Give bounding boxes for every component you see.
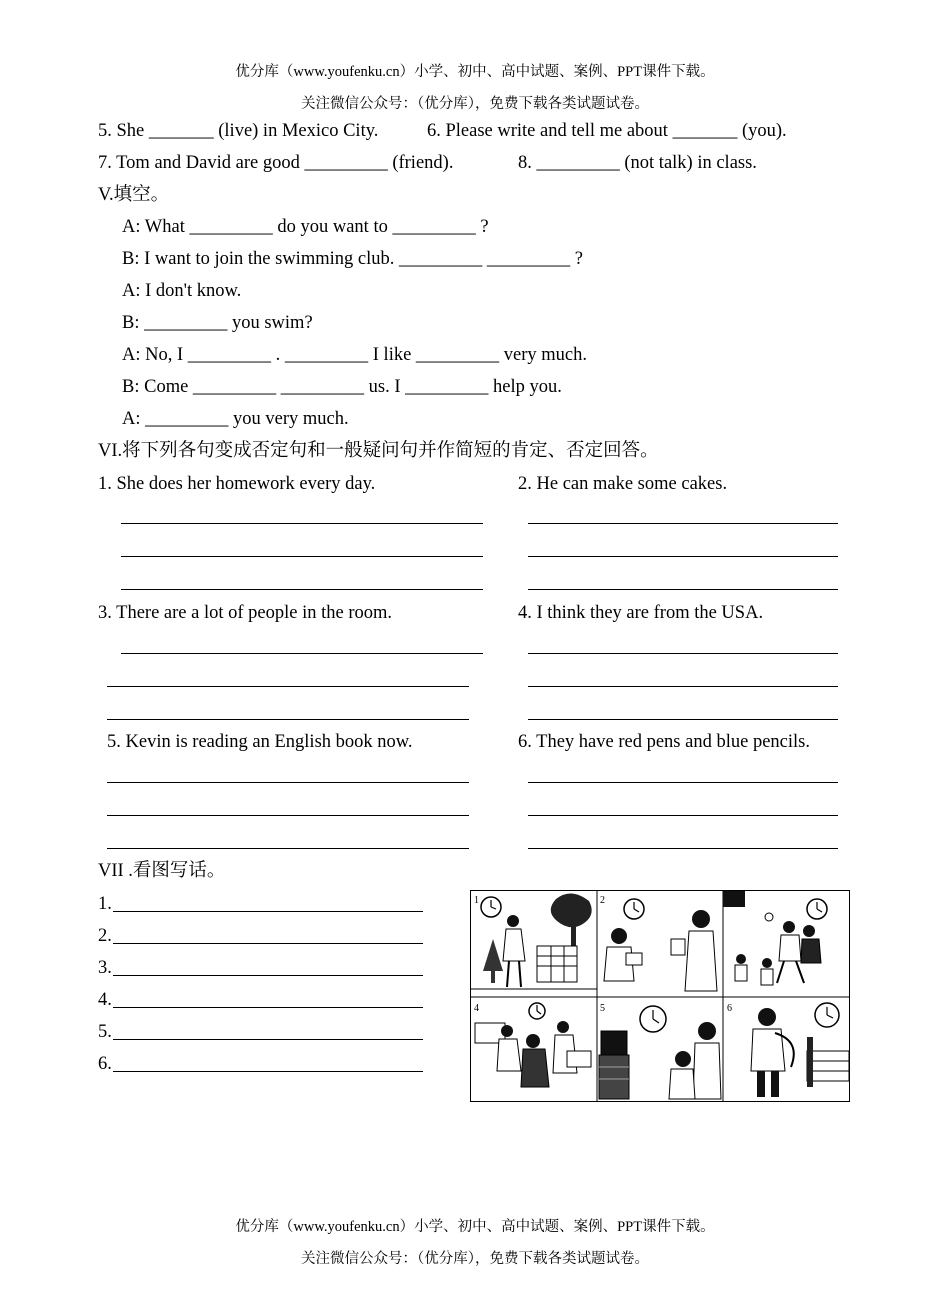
answer-line[interactable]	[528, 782, 838, 783]
girl-icon	[692, 910, 710, 928]
answer-line[interactable]	[121, 589, 483, 590]
answer-line[interactable]	[528, 523, 838, 524]
header-line-2: 关注微信公众号：（优分库），免费下载各类试题试卷。	[301, 96, 649, 112]
footer-line-1: 优分库（www.youfenku.cn）小学、初中、高中试题、案例、PPT课件下载。	[235, 1219, 715, 1235]
answer-line[interactable]	[528, 686, 838, 687]
sentence-item: 5. Kevin is reading an English book now.	[107, 732, 413, 752]
writing-item-number: 4.	[98, 990, 112, 1010]
boy-icon	[611, 928, 627, 944]
dialogue-line: B: I want to join the swimming club. _________ _________ ?	[122, 249, 583, 269]
answer-line[interactable]	[528, 815, 838, 816]
writing-item-number: 2.	[98, 926, 112, 946]
answer-line[interactable]	[121, 556, 483, 557]
player-icon	[736, 954, 746, 964]
panel-3-illustration	[723, 891, 827, 985]
boy-icon	[675, 1051, 691, 1067]
dialogue-line: B: _________ you swim?	[122, 313, 313, 333]
writing-line[interactable]	[113, 911, 423, 912]
answer-line[interactable]	[107, 848, 469, 849]
panel-4-illustration	[474, 1003, 591, 1087]
panel-2-illustration	[600, 895, 717, 991]
girl-icon	[507, 915, 519, 927]
student-icon	[557, 1021, 569, 1033]
writing-item-number: 5.	[98, 1022, 112, 1042]
panel-number: 5	[600, 1003, 605, 1014]
player-icon	[803, 925, 815, 937]
sentence-item: 6. They have red pens and blue pencils.	[518, 732, 810, 752]
section-6-title: VI.将下列各句变成否定句和一般疑问句并作简短的肯定、否定回答。	[98, 441, 659, 461]
section-7-title: VII .看图写话。	[98, 861, 226, 881]
pine-tree-icon	[483, 939, 503, 971]
book-icon	[626, 953, 642, 965]
sentence-item: 3. There are a lot of people in the room.	[98, 603, 393, 623]
writing-item-number: 1.	[98, 894, 112, 914]
dialogue-line: A: What _________ do you want to _________ ?	[122, 217, 489, 237]
building-icon	[537, 946, 577, 982]
dialogue-line: A: _________ you very much.	[122, 409, 349, 429]
answer-line[interactable]	[528, 653, 838, 654]
section-5-title: V.填空。	[98, 185, 170, 205]
book-icon	[671, 939, 685, 955]
boy-icon	[698, 1022, 716, 1040]
answer-line[interactable]	[528, 719, 838, 720]
dialogue-line: A: No, I _________ . _________ I like _________ very much.	[122, 345, 588, 365]
panel-number: 4	[474, 1003, 479, 1014]
writing-line[interactable]	[113, 1039, 423, 1040]
answer-line[interactable]	[107, 815, 469, 816]
answer-line[interactable]	[121, 653, 483, 654]
answer-line[interactable]	[528, 848, 838, 849]
player-icon	[762, 958, 772, 968]
answer-line[interactable]	[528, 556, 838, 557]
answer-line[interactable]	[107, 686, 469, 687]
answer-line[interactable]	[107, 782, 469, 783]
question-4-5: 5. She _______ (live) in Mexico City.	[98, 121, 379, 141]
panel-6-illustration	[727, 1003, 849, 1097]
picture-strip	[470, 890, 850, 1102]
question-4-8: 8. _________ (not talk) in class.	[518, 153, 757, 173]
player-icon	[783, 921, 795, 933]
header-line-1: 优分库（www.youfenku.cn）小学、初中、高中试题、案例、PPT课件下载。	[235, 64, 715, 80]
panel-1-illustration	[471, 893, 597, 989]
desk-icon	[567, 1051, 591, 1067]
answer-line[interactable]	[107, 719, 469, 720]
question-4-6: 6. Please write and tell me about _______ (you).	[427, 121, 787, 141]
sentence-item: 1. She does her homework every day.	[98, 474, 376, 494]
panel-number: 2	[600, 895, 605, 906]
student-icon	[526, 1034, 540, 1048]
answer-line[interactable]	[121, 523, 483, 524]
panel-number: 6	[727, 1003, 732, 1014]
ball-icon	[765, 913, 773, 921]
sentence-item: 2. He can make some cakes.	[518, 474, 728, 494]
writing-item-number: 6.	[98, 1054, 112, 1074]
picture-strip-illustration	[471, 891, 849, 1101]
dialogue-line: B: Come _________ _________ us. I _________ help you.	[122, 377, 562, 397]
panel-number: 1	[474, 895, 479, 906]
writing-line[interactable]	[113, 975, 423, 976]
question-4-7: 7. Tom and David are good _________ (friend).	[98, 153, 454, 173]
dialogue-line: A: I don't know.	[122, 281, 242, 301]
footer-line-2: 关注微信公众号：（优分库），免费下载各类试题试卷。	[301, 1251, 649, 1267]
writing-item-number: 3.	[98, 958, 112, 978]
sentence-item: 4. I think they are from the USA.	[518, 603, 764, 623]
panel-5-illustration	[599, 1003, 721, 1099]
student-icon	[501, 1025, 513, 1037]
writing-line[interactable]	[113, 1071, 423, 1072]
tv-icon	[601, 1031, 627, 1055]
writing-line[interactable]	[113, 943, 423, 944]
boy-icon	[758, 1008, 776, 1026]
bed-icon	[807, 1051, 849, 1081]
writing-line[interactable]	[113, 1007, 423, 1008]
answer-line[interactable]	[528, 589, 838, 590]
